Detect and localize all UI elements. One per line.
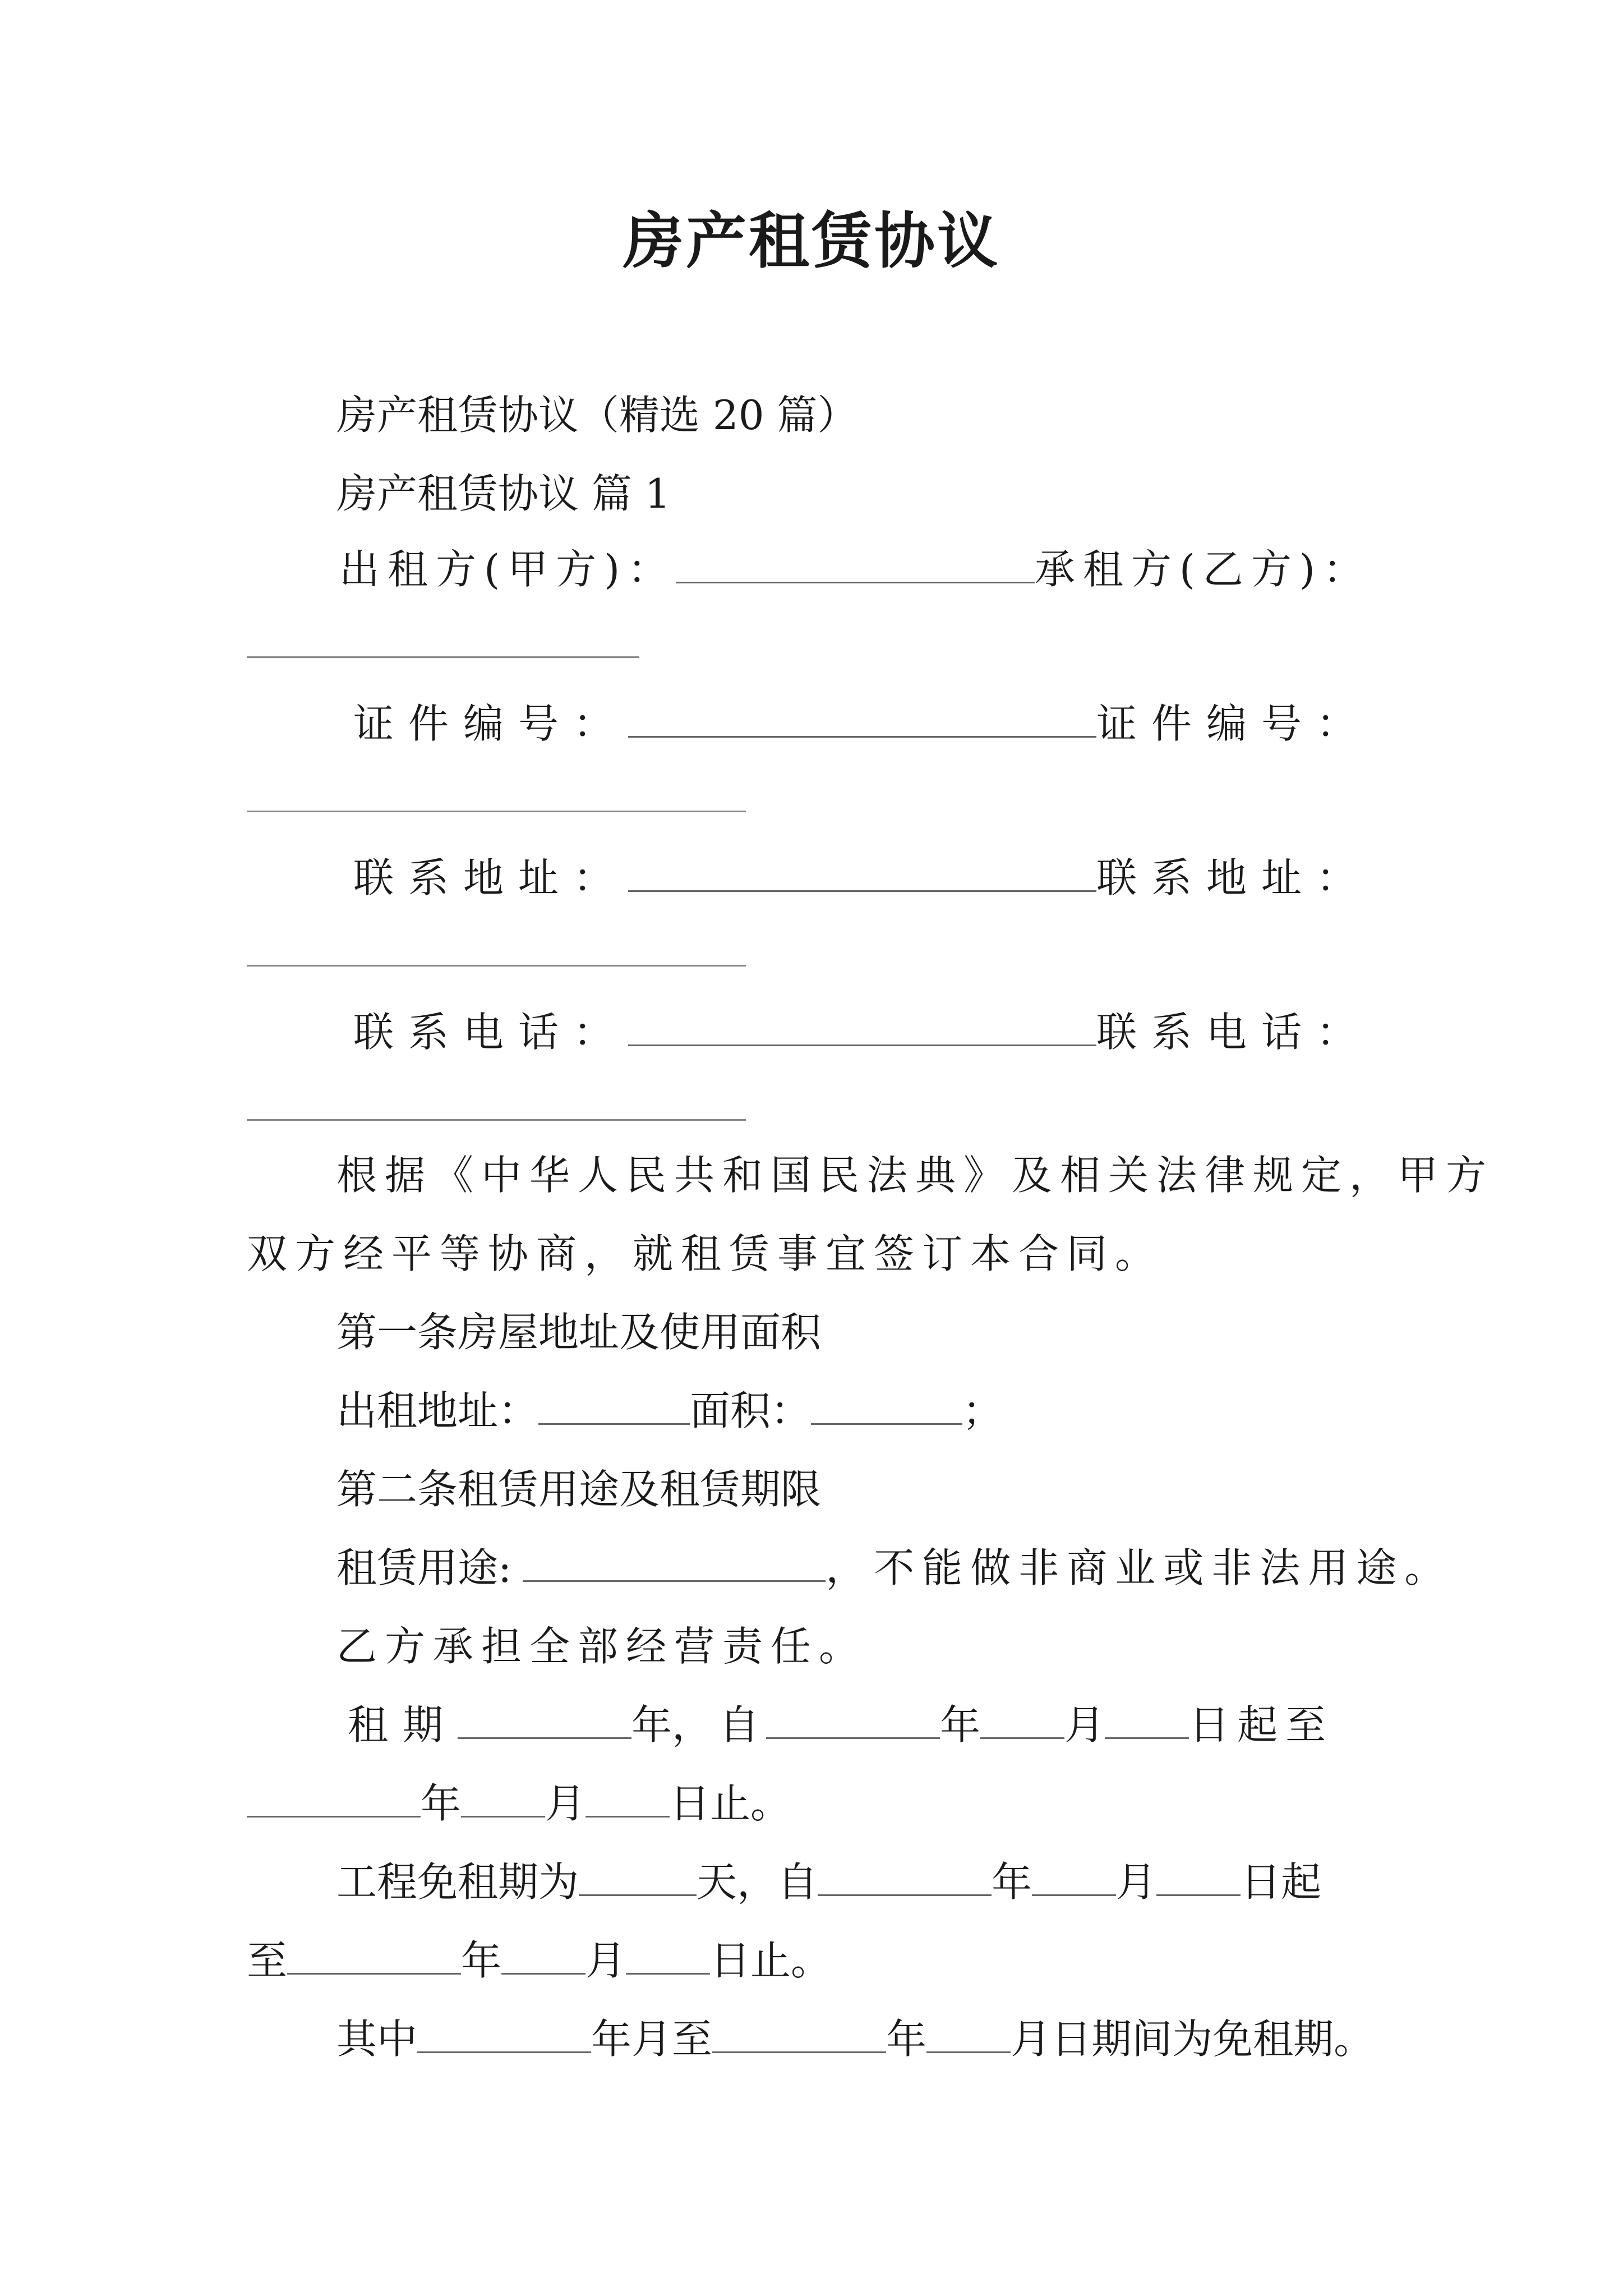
free-end-month-blank[interactable] bbox=[501, 1931, 585, 1975]
start-year-blank[interactable] bbox=[766, 1696, 940, 1739]
free-start-year-blank[interactable] bbox=[818, 1853, 992, 1896]
phone-line bbox=[353, 1001, 1371, 1063]
lessee-blank[interactable] bbox=[247, 656, 639, 658]
party-line bbox=[339, 539, 1371, 600]
lessor-blank[interactable] bbox=[676, 540, 1035, 583]
days-from-text: 天，自 bbox=[697, 1858, 818, 1906]
year-text: 年 bbox=[421, 1780, 462, 1827]
semicolon: ； bbox=[962, 1387, 1003, 1434]
free-start-month-blank[interactable] bbox=[1032, 1853, 1116, 1896]
rent-address-blank[interactable] bbox=[538, 1382, 690, 1425]
period-end-month-blank[interactable] bbox=[926, 2010, 1011, 2053]
article-2-title: 第二条租赁用途及租赁期限 bbox=[336, 1466, 822, 1513]
lessee-id-label: 证件编号： bbox=[1096, 700, 1371, 747]
lessee-phone-label: 联系电话： bbox=[1096, 1009, 1371, 1056]
to-text: 至 bbox=[247, 1937, 288, 1984]
lessee-label: 承租方(乙方)： bbox=[1034, 546, 1371, 593]
day-from-text: 日起 bbox=[1241, 1858, 1322, 1906]
month-to-text: 月至 bbox=[631, 2016, 713, 2063]
among-text: 其中 bbox=[336, 2016, 418, 2063]
free-period-tail: 月日期间为免租期。 bbox=[1011, 2016, 1375, 2063]
lessor-label: 出租方(甲方)： bbox=[339, 546, 676, 593]
section-heading: 房产租赁协议 篇 1 bbox=[336, 470, 671, 517]
year-text: 年 bbox=[940, 1701, 981, 1749]
lessee-address-blank[interactable] bbox=[247, 965, 746, 967]
day-end-text: 日止。 bbox=[710, 1937, 832, 1984]
free-period-line bbox=[336, 2008, 1374, 2070]
lessor-phone-label: 联系电话： bbox=[353, 1009, 629, 1056]
term-label: 租期 bbox=[348, 1701, 458, 1749]
year-text: 年 bbox=[631, 1701, 672, 1749]
year-text: 年 bbox=[886, 2016, 927, 2063]
year-text: 年 bbox=[591, 2016, 632, 2063]
free-start-day-blank[interactable] bbox=[1156, 1853, 1241, 1896]
lessor-address-blank[interactable] bbox=[628, 849, 1096, 892]
month-text: 月 bbox=[545, 1780, 586, 1827]
rent-address-label: 出租地址： bbox=[336, 1387, 539, 1434]
use-tail: ，不能做非商业或非法用途。 bbox=[826, 1544, 1453, 1591]
month-text: 月 bbox=[1064, 1701, 1105, 1749]
use-label: 租赁用途: bbox=[336, 1544, 512, 1591]
article-1-title: 第一条房屋地址及使用面积 bbox=[336, 1309, 822, 1356]
end-month-blank[interactable] bbox=[461, 1774, 545, 1818]
end-year-blank[interactable] bbox=[247, 1774, 421, 1818]
lessee-phone-blank[interactable] bbox=[247, 1119, 746, 1121]
start-month-blank[interactable] bbox=[980, 1696, 1064, 1739]
intro-line-1: 根据《中华人民共和国民法典》及相关法律规定，甲方 bbox=[336, 1152, 1495, 1199]
month-text: 月 bbox=[585, 1937, 626, 1984]
month-text: 月 bbox=[1116, 1858, 1157, 1906]
start-day-blank[interactable] bbox=[1105, 1696, 1189, 1739]
period-start-year-blank[interactable] bbox=[417, 2010, 591, 2053]
use-blank[interactable] bbox=[523, 1539, 826, 1582]
id-line bbox=[353, 693, 1371, 754]
address-line bbox=[353, 847, 1371, 909]
term-line-2 bbox=[247, 1773, 791, 1834]
year-text: 年 bbox=[461, 1937, 502, 1984]
free-end-day-blank[interactable] bbox=[626, 1931, 710, 1975]
use-line bbox=[336, 1537, 1453, 1599]
from-text: ，自 bbox=[672, 1701, 767, 1749]
free-rent-line bbox=[336, 1851, 1321, 1913]
duty-line: 乙方承担全部经营责任。 bbox=[336, 1623, 868, 1670]
area-blank[interactable] bbox=[811, 1382, 962, 1425]
lessor-id-label: 证件编号： bbox=[353, 700, 629, 747]
intro-line-2: 双方经平等协商，就租赁事宜签订本合同。 bbox=[247, 1230, 1164, 1277]
lessor-phone-blank[interactable] bbox=[628, 1003, 1096, 1046]
lessor-id-blank[interactable] bbox=[628, 694, 1096, 738]
end-day-blank[interactable] bbox=[585, 1774, 670, 1818]
lessee-id-blank[interactable] bbox=[247, 811, 746, 812]
term-line bbox=[348, 1694, 1334, 1756]
lessor-address-label: 联系地址： bbox=[353, 854, 629, 901]
document-title: 房产租赁协议 bbox=[623, 206, 1000, 277]
address-area-line bbox=[336, 1380, 1003, 1442]
lessee-address-label: 联系地址： bbox=[1096, 854, 1371, 901]
day-from-to-text: 日起至 bbox=[1189, 1701, 1334, 1749]
term-years-blank[interactable] bbox=[458, 1696, 631, 1739]
free-end-year-blank[interactable] bbox=[287, 1931, 461, 1975]
free-rent-label: 工程免租期为 bbox=[336, 1858, 579, 1906]
area-label: 面积： bbox=[690, 1387, 811, 1434]
free-days-blank[interactable] bbox=[579, 1853, 697, 1896]
year-text: 年 bbox=[992, 1858, 1032, 1906]
free-rent-line-2 bbox=[247, 1930, 831, 1991]
period-end-year-blank[interactable] bbox=[712, 2010, 886, 2053]
document-subtitle: 房产租赁协议（精选 20 篇） bbox=[336, 392, 858, 439]
day-end-text: 日止。 bbox=[670, 1780, 791, 1827]
